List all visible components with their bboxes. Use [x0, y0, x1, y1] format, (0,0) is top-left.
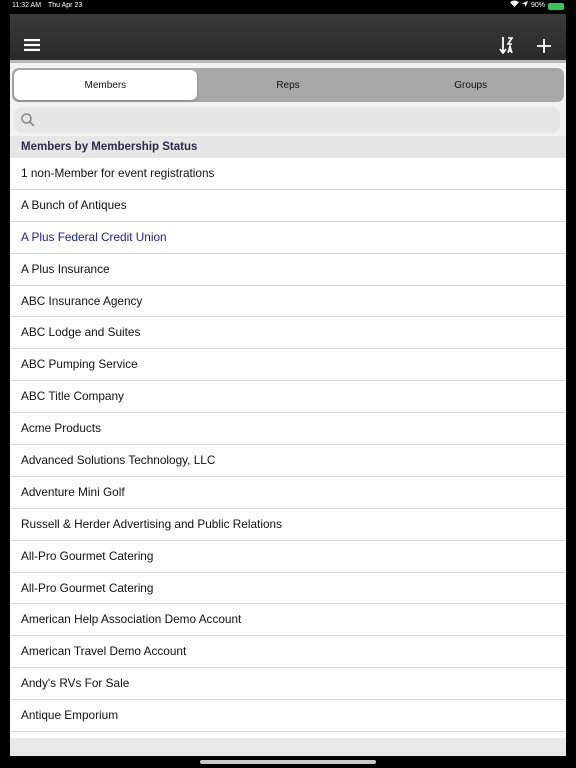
- list-item[interactable]: American Help Association Demo Account: [10, 604, 566, 636]
- sort-az-icon: [499, 36, 515, 54]
- tab-groups[interactable]: Groups: [454, 79, 488, 91]
- list-item[interactable]: A Plus Federal Credit Union: [10, 222, 566, 254]
- list-item[interactable]: Russell & Herder Advertising and Public Relations: [10, 509, 566, 541]
- hamburger-icon: [24, 39, 40, 51]
- bottom-bar: [10, 738, 566, 756]
- list-item[interactable]: Andy's RVs For Sale: [10, 668, 566, 700]
- status-time: 11:32 AM: [12, 2, 42, 9]
- app-window: [10, 14, 566, 756]
- list-item[interactable]: A Bunch of Antiques: [10, 190, 566, 222]
- menu-button[interactable]: [22, 37, 42, 53]
- list-item[interactable]: Adventure Mini Golf: [10, 477, 566, 509]
- search-icon: [20, 112, 36, 128]
- location-icon: [522, 0, 528, 12]
- search-input[interactable]: [42, 109, 552, 131]
- search-bar: [14, 107, 560, 133]
- list-item[interactable]: ABC Pumping Service: [10, 349, 566, 381]
- battery-percent: 90%: [530, 2, 545, 9]
- tab-segmented-control: [12, 68, 564, 102]
- list-item[interactable]: American Travel Demo Account: [10, 636, 566, 668]
- wifi-icon: [510, 0, 519, 12]
- tab-reps[interactable]: Reps: [276, 79, 300, 91]
- status-bar: [0, 0, 576, 14]
- list-item[interactable]: ABC Lodge and Suites: [10, 317, 566, 349]
- battery-icon: [548, 3, 564, 10]
- member-list: [10, 158, 566, 738]
- status-right: [510, 0, 564, 12]
- list-item[interactable]: All-Pro Gourmet Catering: [10, 541, 566, 573]
- list-item[interactable]: 1 non-Member for event registrations: [10, 158, 566, 190]
- tab-members[interactable]: Members: [14, 70, 197, 100]
- sort-button[interactable]: [498, 36, 516, 54]
- status-date: Thu Apr 23: [48, 2, 83, 9]
- toolbar: [10, 14, 566, 63]
- list-item[interactable]: Antique Emporium: [10, 700, 566, 732]
- list-item[interactable]: ABC Insurance Agency: [10, 286, 566, 318]
- plus-icon: [537, 39, 551, 53]
- list-item[interactable]: A Plus Insurance: [10, 254, 566, 286]
- list-item[interactable]: ABC Title Company: [10, 381, 566, 413]
- list-item[interactable]: Acme Products: [10, 413, 566, 445]
- home-indicator[interactable]: [200, 760, 376, 764]
- section-header: Members by Membership Status: [10, 136, 566, 158]
- list-item[interactable]: All-Pro Gourmet Catering: [10, 573, 566, 605]
- list-item[interactable]: Advanced Solutions Technology, LLC: [10, 445, 566, 477]
- add-button[interactable]: [534, 36, 554, 56]
